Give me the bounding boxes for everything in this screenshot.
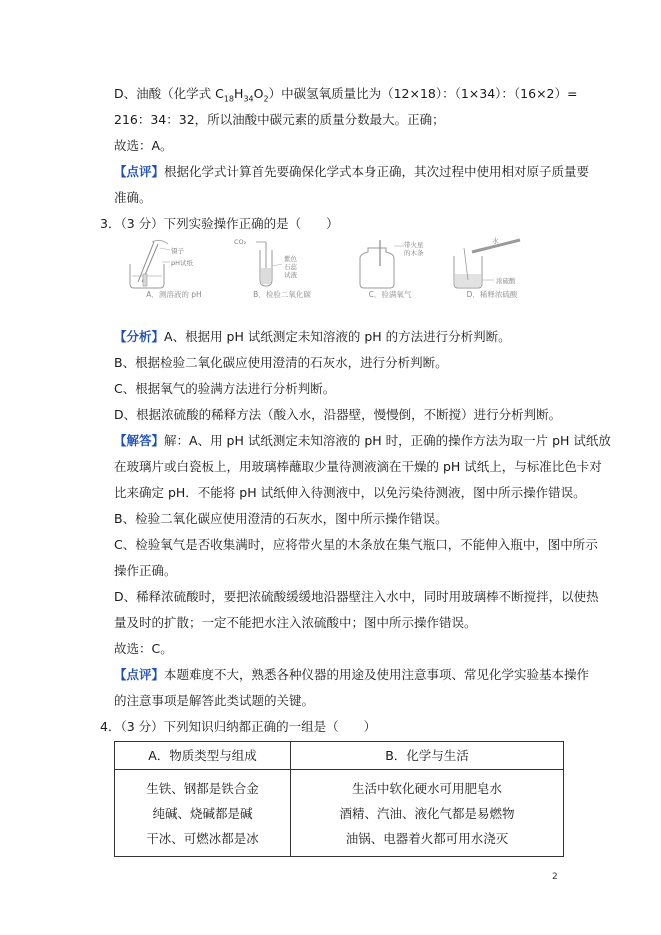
cell-b bbox=[291, 770, 564, 857]
solution-line-8: 量及时的扩散；一定不能把水注入浓硫酸中；图中所示操作错误。 bbox=[114, 615, 477, 630]
header-b: B．化学与生活 bbox=[291, 742, 564, 770]
label-litmus: 石蕊 bbox=[284, 263, 297, 271]
label-ph-paper: pH试纸 bbox=[171, 259, 194, 267]
figure-d bbox=[442, 236, 542, 300]
cell-a-item: 生铁、钢都是铁合金 bbox=[146, 781, 259, 796]
comment-tag: 【点评】 bbox=[114, 164, 165, 179]
figure-b bbox=[232, 236, 332, 300]
question-3-figures bbox=[124, 236, 544, 300]
question-3-comment-2: 的注意事项是解答此类试题的关键。 bbox=[114, 693, 315, 708]
cell-a-item: 纯碱、烧碱都是碱 bbox=[152, 806, 253, 821]
label-water: 水 bbox=[492, 237, 499, 245]
label-tweezers: 镊子 bbox=[171, 247, 184, 255]
solution-line-2: 在玻璃片或白瓷板上，用玻璃棒蘸取少量待测液滴在干燥的 pH 试纸上，与标准比色卡对 bbox=[114, 459, 602, 474]
solution-line-7: D、稀释浓硫酸时，要把浓硫酸缓缓地沿器壁注入水中，同时用玻璃棒不断搅拌，以使热 bbox=[114, 589, 599, 604]
figure-a bbox=[124, 236, 224, 300]
label-conc-acid: 浓硫酸 bbox=[496, 277, 516, 285]
solution-line-1: 【解答】解：A、用 pH 试纸测定未知溶液的 pH 时，正确的操作方法为取一片 pH 试纸放 bbox=[114, 433, 611, 448]
option-d-line: D、油酸（化学式 $C_{18}H_{34}O_2$）中碳氢氧质量比为（12×18）：（1×34）：（16×2）= bbox=[114, 86, 578, 104]
figure-c-caption: C．验满氧气 bbox=[368, 290, 412, 299]
figure-a-caption: A．测溶液的 pH bbox=[146, 290, 202, 299]
solution-line-3: 比来确定 pH．不能将 pH 试纸伸入待测液中，以免污染待测液，图中所示操作错误。 bbox=[114, 485, 586, 500]
figure-c bbox=[340, 236, 440, 300]
comment-line-1: 【点评】根据化学式计算首先要确保化学式本身正确，其次过程中使用相对原子质量要 bbox=[114, 164, 590, 179]
analysis-tag: 【分析】 bbox=[114, 329, 165, 344]
solution-line-5: C、检验氧气是否收集满时，应将带火星的木条放在集气瓶口，不能伸入瓶中，图中所示 bbox=[114, 537, 598, 552]
comment-line-2: 准确。 bbox=[114, 190, 152, 205]
table-body-row bbox=[115, 770, 564, 857]
solution-tag: 【解答】 bbox=[114, 433, 165, 448]
answer-line: 故选：A。 bbox=[114, 138, 173, 153]
cell-b-item: 酒精、汽油、液化气都是易燃物 bbox=[339, 806, 515, 821]
analysis-line-2: B、根据检验二氧化碳应使用澄清的石灰水，进行分析判断。 bbox=[114, 355, 448, 370]
cell-b-item: 油锅、电器着火都可用水浇灭 bbox=[345, 831, 509, 846]
knowledge-table bbox=[114, 741, 564, 857]
analysis-line-3: C、根据氧气的验满方法进行分析判断。 bbox=[114, 381, 336, 396]
cell-a bbox=[115, 770, 291, 857]
header-a: A．物质类型与组成 bbox=[115, 742, 291, 770]
question-3-answer: 故选：C。 bbox=[114, 641, 173, 656]
label-glowing: 带火星 bbox=[404, 241, 424, 249]
solution-line-6: 操作正确。 bbox=[114, 563, 177, 578]
label-solution: 试液 bbox=[284, 271, 297, 279]
cell-a-item: 干冰、可燃冰都是冰 bbox=[146, 831, 259, 846]
page-number: 2 bbox=[552, 872, 558, 882]
question-4-stem: 4．（3 分）下列知识归纳都正确的一组是（ ） bbox=[100, 719, 377, 734]
label-splint: 的木条 bbox=[404, 249, 424, 257]
option-d-continuation: 216：34：32，所以油酸中碳元素的质量分数最大。正确； bbox=[114, 112, 445, 127]
analysis-line-1: 【分析】A、根据用 pH 试纸测定未知溶液的 pH 的方法进行分析判断。 bbox=[114, 329, 511, 344]
label-purple: 紫色 bbox=[284, 255, 297, 263]
figure-d-caption: D．稀释浓硫酸 bbox=[466, 290, 518, 299]
question-3-comment-1: 【点评】本题难度不大，熟悉各种仪器的用途及使用注意事项、常见化学实验基本操作 bbox=[114, 667, 590, 682]
table-header-row bbox=[115, 742, 564, 770]
figure-b-caption: B．检验二氧化碳 bbox=[253, 290, 311, 299]
label-co2: CO₂ bbox=[234, 238, 247, 246]
question-3-stem: 3．（3 分）下列实验操作正确的是（ ） bbox=[100, 216, 339, 231]
question-3-comment-tag: 【点评】 bbox=[114, 667, 165, 682]
cell-b-item: 生活中软化硬水可用肥皂水 bbox=[352, 781, 503, 796]
solution-line-4: B、检验二氧化碳应使用澄清的石灰水，图中所示操作错误。 bbox=[114, 511, 448, 526]
analysis-line-4: D、根据浓硫酸的稀释方法（酸入水，沿器壁，慢慢倒，不断搅）进行分析判断。 bbox=[114, 407, 562, 422]
